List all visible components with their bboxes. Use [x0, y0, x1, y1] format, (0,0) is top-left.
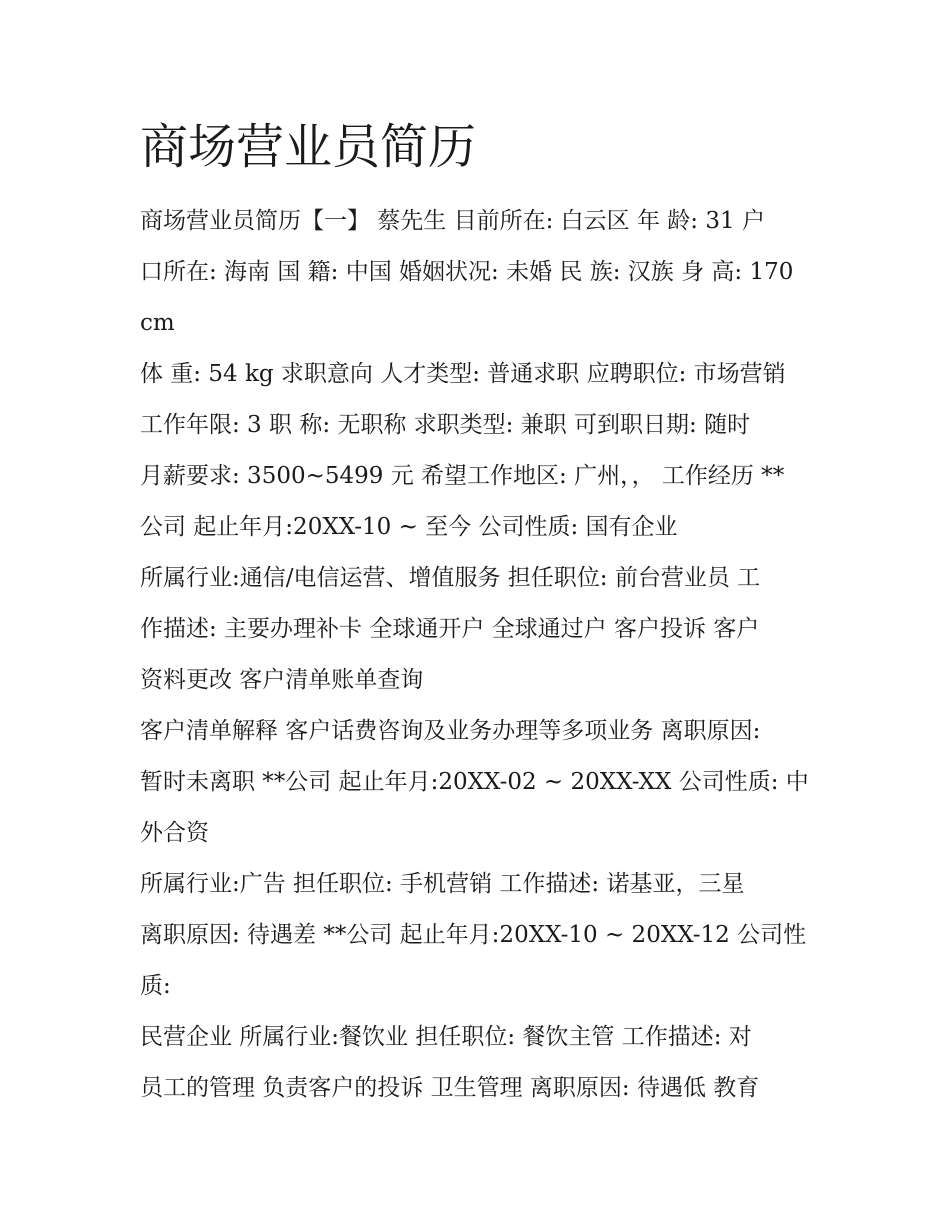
text-line-4: 体 重: 54 kg 求职意向 人才类型: 普通求职 应聘职位: 市场营销 [140, 361, 786, 387]
text-line-12: 暂时未离职 **公司 起止年月:20XX-02 ~ 20XX-XX 公司性质: 中 [140, 769, 809, 795]
text-line-11: 客户清单解释 客户话费咨询及业务办理等多项业务 离职原因: [140, 718, 761, 744]
text-line-17: 民营企业 所属行业:餐饮业 担任职位: 餐饮主管 工作描述: 对 [140, 1024, 752, 1050]
document-body [140, 196, 820, 1114]
text-line-7: 公司 起止年月:20XX-10 ~ 至今 公司性质: 国有企业 [140, 514, 678, 540]
text-line-10: 资料更改 客户清单账单查询 [140, 667, 424, 693]
text-line-5: 工作年限: 3 职 称: 无职称 求职类型: 兼职 可到职日期: 随时 [140, 412, 751, 438]
text-line-13: 外合资 [140, 820, 209, 846]
text-line-9: 作描述: 主要办理补卡 全球通开户 全球通过户 客户投诉 客户 [140, 616, 760, 642]
text-line-8: 所属行业:通信/电信运营、增值服务 担任职位: 前台营业员 工 [140, 565, 761, 591]
document-title: 商场营业员简历 [140, 119, 477, 175]
text-line-6: 月薪要求: 3500~5499 元 希望工作地区: 广州，， 工作经历 ** [140, 463, 785, 489]
text-line-16: 质: [140, 973, 171, 999]
text-line-14: 所属行业:广告 担任职位: 手机营销 工作描述: 诺基亚，三星 [140, 871, 745, 897]
text-line-2: 口所在: 海南 国 籍: 中国 婚姻状况: 未婚 民 族: 汉族 身 高: 170 [140, 259, 794, 285]
text-line-1: 商场营业员简历【一】 蔡先生 目前所在: 白云区 年 龄: 31 户 [140, 208, 765, 234]
text-line-15: 离职原因: 待遇差 **公司 起止年月:20XX-10 ~ 20XX-12 公司性 [140, 922, 807, 948]
text-line-18: 员工的管理 负责客户的投诉 卫生管理 离职原因: 待遇低 教育 [140, 1075, 760, 1101]
text-line-3: cm [140, 310, 175, 336]
